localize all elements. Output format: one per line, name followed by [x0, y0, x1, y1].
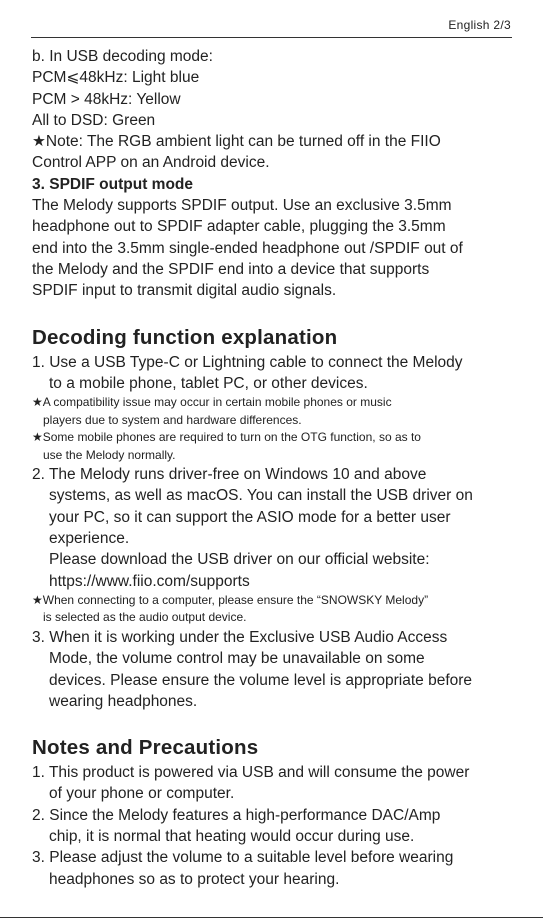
rgb-note-line: Control APP on an Android device. [32, 154, 270, 172]
notes-item-2-line: chip, it is normal that heating would occur during use. [49, 828, 415, 846]
decoding-item-2-line: Please download the USB driver on our official website: [49, 551, 430, 569]
notes-item-2-line: 2. Since the Melody features a high-performance DAC/Amp [32, 806, 441, 824]
spdif-text-line: SPDIF input to transmit digital audio signals. [32, 282, 337, 300]
notes-item-1-line: 1. This product is powered via USB and will consume the power [32, 764, 470, 782]
spdif-text-line: The Melody supports SPDIF output. Use an exclusive 3.5mm [32, 197, 452, 215]
support-url-text: https://www.fiio.com/supports [49, 572, 250, 590]
usb-mode-line: PCM⩽48kHz: Light blue [32, 69, 200, 87]
rgb-note-line: ★Note: The RGB ambient light can be turned off in the FIIO [32, 133, 441, 151]
output-device-note-line: ★When connecting to a computer, please ensure the “SNOWSKY Melody” [32, 592, 429, 607]
output-device-note-line: is selected as the audio output device. [43, 610, 247, 625]
usb-mode-line: PCM > 48kHz: Yellow [32, 90, 181, 108]
section-spacer [32, 302, 516, 324]
header-divider [31, 37, 512, 38]
compatibility-note-line: players due to system and hardware differences. [43, 412, 302, 427]
document-body [32, 46, 516, 890]
spdif-text-line: headphone out to SPDIF adapter cable, plugging the 3.5mm [32, 218, 446, 236]
decoding-item-3-line: 3. When it is working under the Exclusive USB Audio Access [32, 628, 448, 646]
notes-section-title: Notes and Precautions [32, 736, 259, 760]
page-header-language-page: English 2/3 [448, 18, 511, 32]
decoding-item-3-line: wearing headphones. [49, 692, 198, 710]
decoding-item-2-line: systems, as well as macOS. You can install the USB driver on [49, 487, 473, 505]
decoding-item-1-line: to a mobile phone, tablet PC, or other devices. [49, 374, 368, 392]
decoding-item-1-line: 1. Use a USB Type-C or Lightning cable to connect the Melody [32, 353, 463, 371]
notes-item-3-line: headphones so as to protect your hearing. [49, 870, 340, 888]
footer-divider [0, 917, 543, 918]
spdif-text-line: end into the 3.5mm single-ended headphone out /SPDIF out of [32, 239, 463, 257]
decoding-item-2-line: experience. [49, 530, 130, 548]
spdif-section-title: 3. SPDIF output mode [32, 175, 194, 193]
otg-note-line: ★Some mobile phones are required to turn on the OTG function, so as to [32, 430, 421, 445]
section-spacer [32, 712, 516, 734]
decoding-item-3-line: devices. Please ensure the volume level is appropriate before [49, 671, 473, 689]
decoding-item-2-line: 2. The Melody runs driver-free on Windows 10 and above [32, 466, 427, 484]
notes-item-3-line: 3. Please adjust the volume to a suitable level before wearing [32, 849, 454, 867]
compatibility-note-line: ★A compatibility issue may occur in certain mobile phones or music [32, 395, 392, 410]
otg-note-line: use the Melody normally. [43, 447, 176, 462]
decoding-item-3-line: Mode, the volume control may be unavailable on some [49, 650, 425, 668]
decoding-item-2-line: your PC, so it can support the ASIO mode for a better user [49, 508, 451, 526]
usb-mode-heading: b. In USB decoding mode: [32, 48, 213, 65]
decoding-section-title: Decoding function explanation [32, 325, 338, 349]
spdif-text-line: the Melody and the SPDIF end into a device that supports [32, 260, 430, 278]
notes-item-1-line: of your phone or computer. [49, 785, 235, 803]
usb-mode-line: All to DSD: Green [32, 111, 156, 129]
